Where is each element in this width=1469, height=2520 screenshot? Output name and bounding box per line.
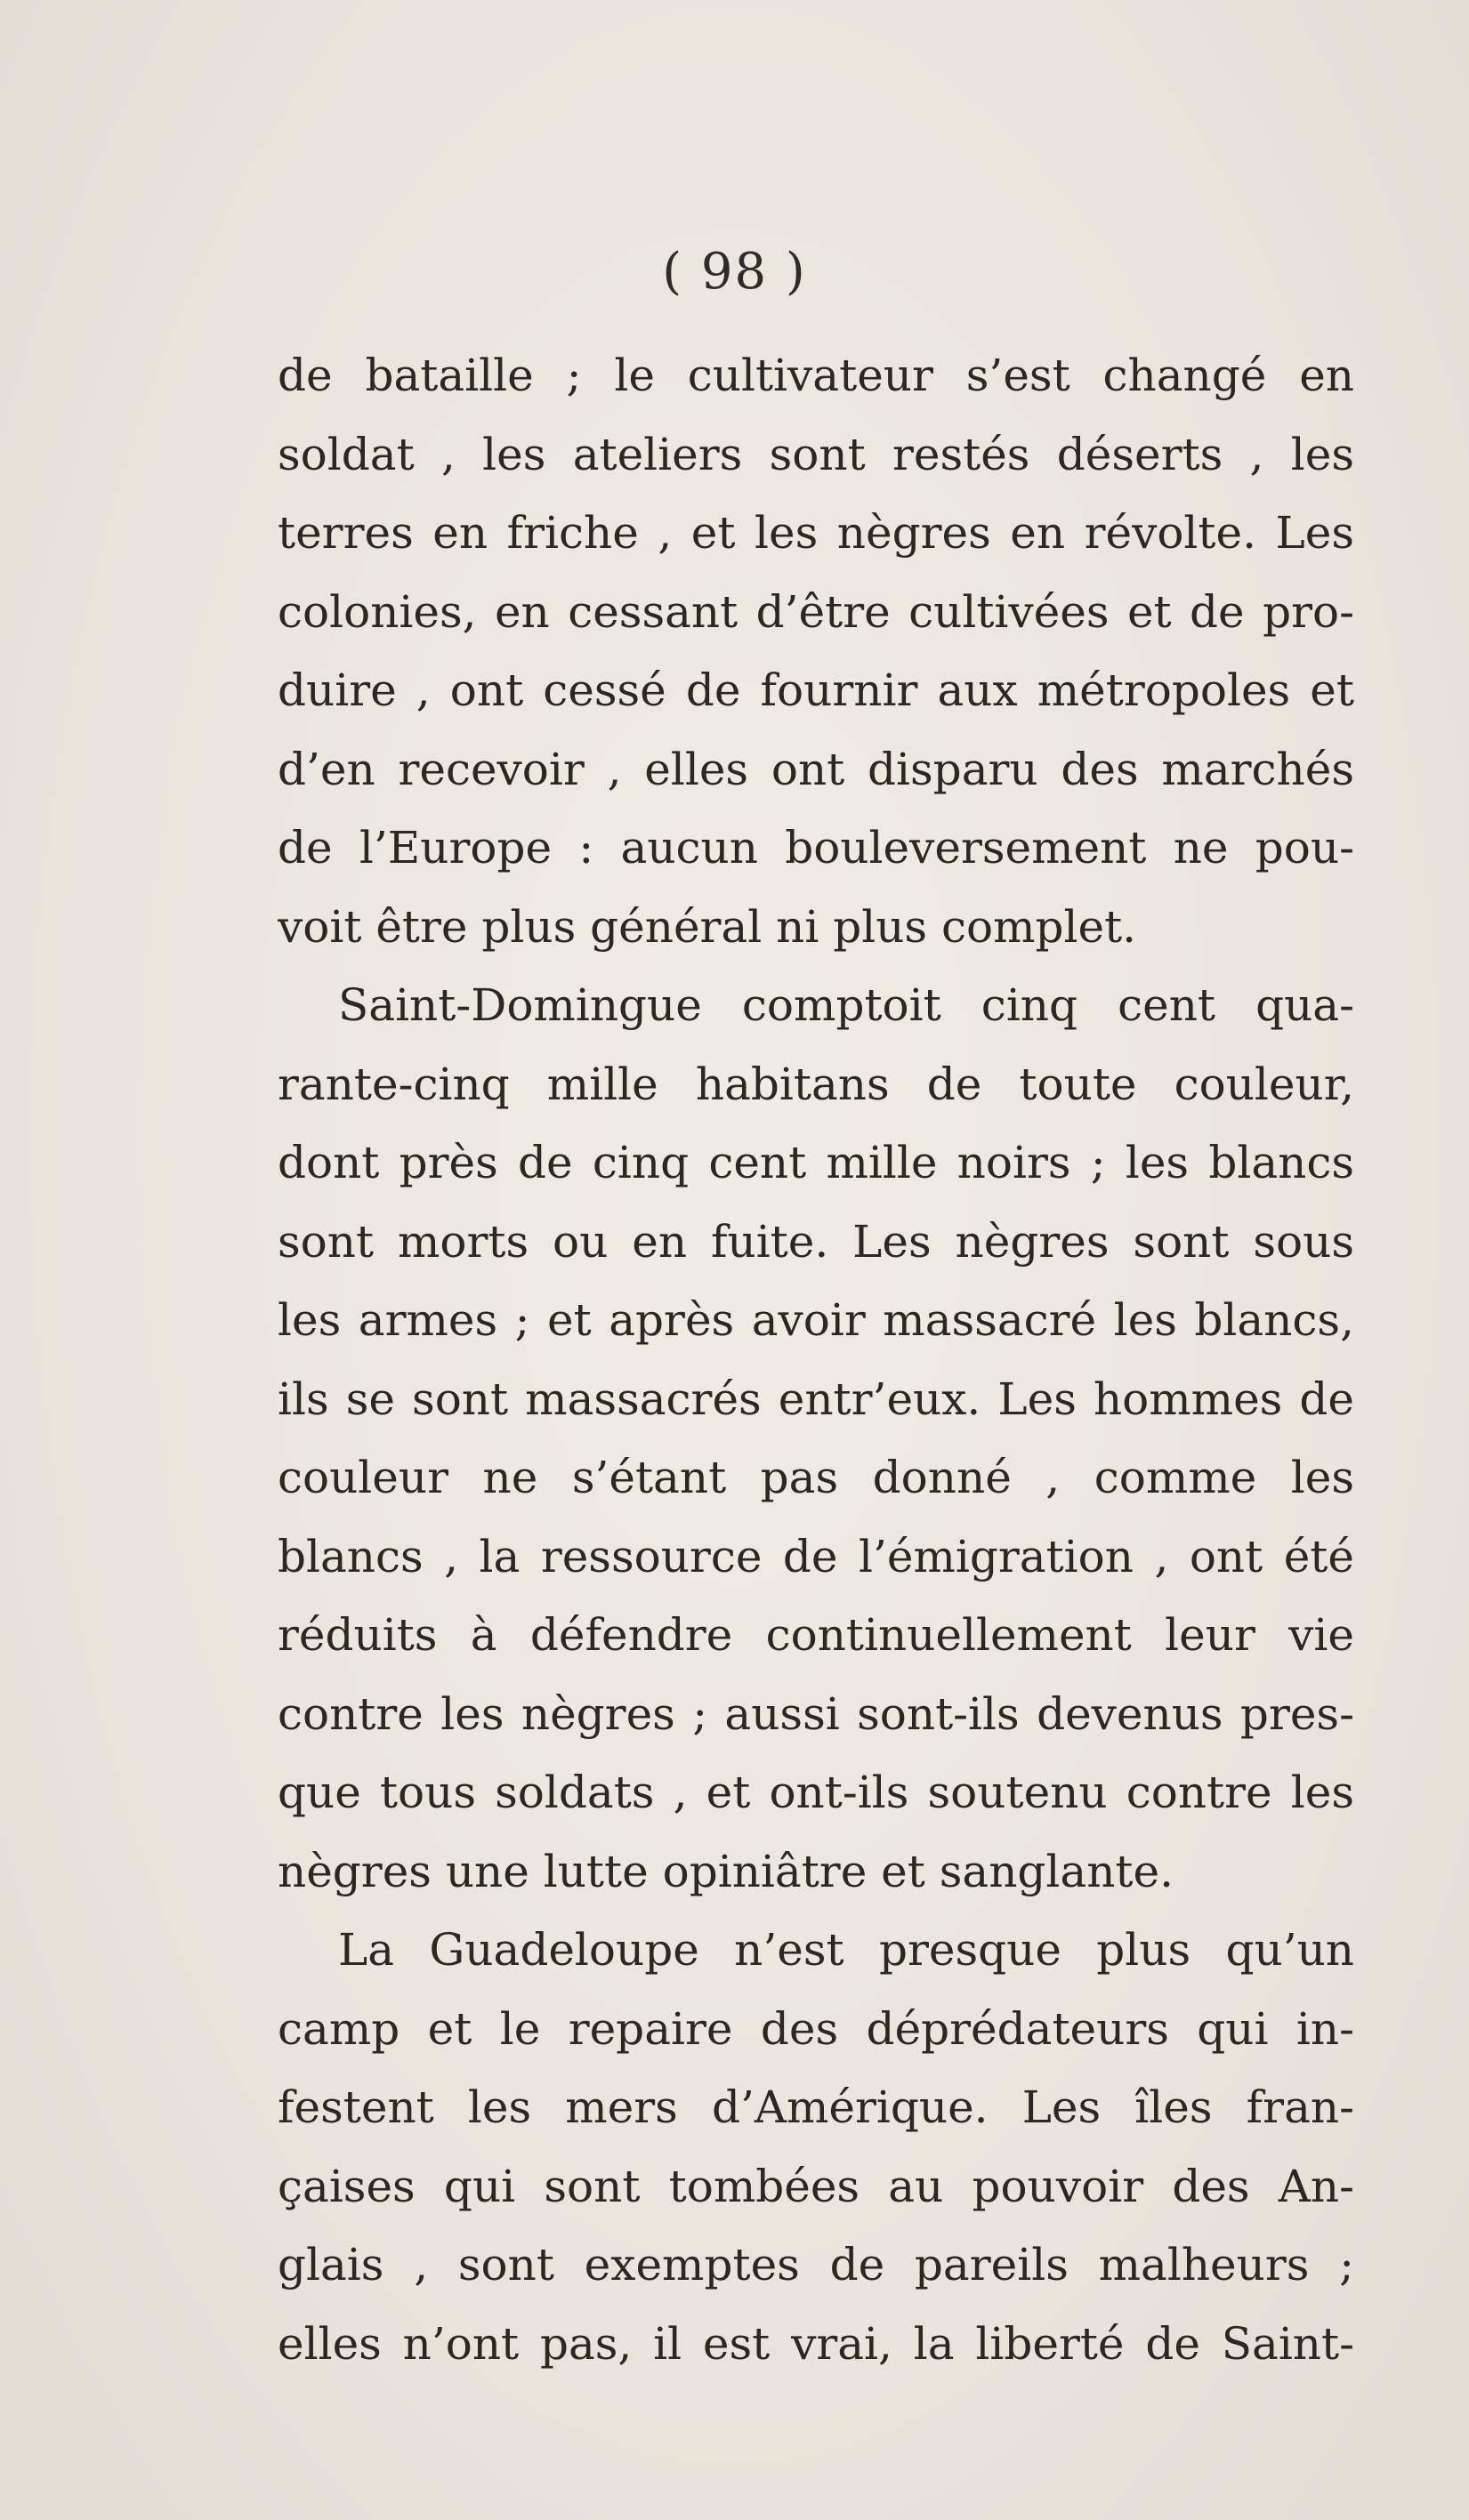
text-line: glais , sont exemptes de pareils malheurs ; xyxy=(278,2239,1354,2291)
text-line: terres en friche , et les nègres en révolte. Les xyxy=(278,507,1354,559)
text-line: festent les mers d’Amérique. Les îles fran- xyxy=(278,2081,1354,2133)
text-line: de bataille ; le cultivateur s’est changé en xyxy=(278,350,1354,401)
text-line: que tous soldats , et ont-ils soutenu contre les xyxy=(278,1767,1354,1818)
text-line: Saint-Domingue comptoit cinq cent qua- xyxy=(338,979,1354,1031)
text-line: dont près de cinq cent mille noirs ; les blancs xyxy=(278,1137,1354,1188)
text-line: voit être plus général ni plus complet. xyxy=(278,900,1137,953)
text-line: les armes ; et après avoir massacré les blancs, xyxy=(278,1294,1354,1346)
text-line: çaises qui sont tombées au pouvoir des An- xyxy=(278,2160,1354,2212)
text-line: La Guadeloupe n’est presque plus qu’un xyxy=(338,1924,1354,1976)
body-text xyxy=(278,336,1354,2383)
text-line: blancs , la ressource de l’émigration , ont été xyxy=(278,1530,1354,1582)
text-line: soldat , les ateliers sont restés déserts , les xyxy=(278,428,1354,480)
text-line: d’en recevoir , elles ont disparu des marchés xyxy=(278,743,1354,795)
text-line: sont morts ou en fuite. Les nègres sont sous xyxy=(278,1215,1354,1268)
page-number: ( 98 ) xyxy=(662,243,807,301)
text-line: de l’Europe : aucun bouleversement ne pou- xyxy=(278,822,1354,874)
text-line: rante-cinq mille habitans de toute couleur, xyxy=(278,1058,1354,1110)
text-line: colonies, en cessant d’être cultivées et de pro- xyxy=(278,585,1354,638)
text-line: réduits à défendre continuellement leur vie xyxy=(278,1609,1354,1661)
text-line: nègres une lutte opiniâtre et sanglante. xyxy=(278,1845,1174,1897)
text-line: ils se sont massacrés entr’eux. Les hommes de xyxy=(278,1373,1354,1425)
text-line: camp et le repaire des déprédateurs qui in- xyxy=(278,2002,1354,2055)
text-line: elles n’ont pas, il est vrai, la liberté de Saint- xyxy=(278,2317,1354,2370)
text-line: contre les nègres ; aussi sont-ils devenus pres- xyxy=(278,1687,1354,1740)
text-line: duire , ont cessé de fournir aux métropoles et xyxy=(278,664,1354,716)
text-line: couleur ne s’étant pas donné , comme les xyxy=(278,1452,1354,1503)
